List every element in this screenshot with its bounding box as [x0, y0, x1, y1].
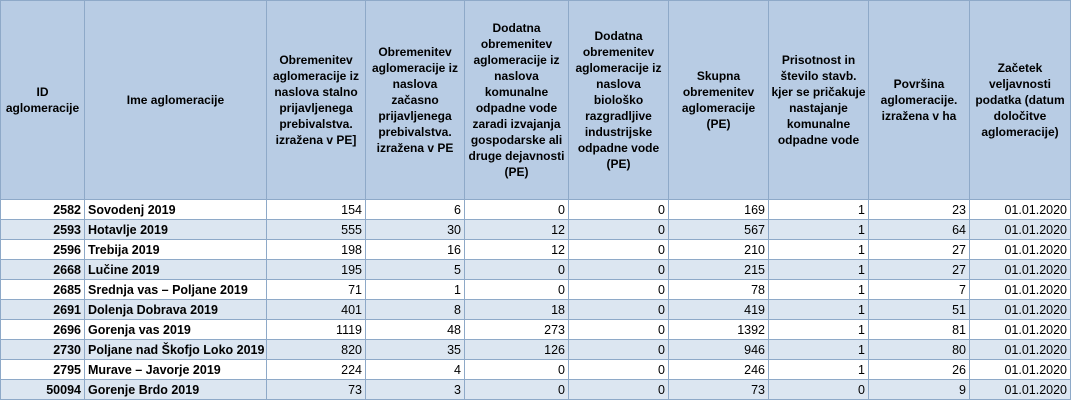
cell-total-pe: 210 — [669, 240, 769, 260]
cell-commercial-pe: 0 — [465, 380, 569, 400]
cell-area-ha: 80 — [869, 340, 970, 360]
cell-buildings: 1 — [769, 200, 869, 220]
header-cell: Prisotnost in število stavb. kjer se pričakuje nastajanje komunalne odpadne vode — [769, 1, 869, 200]
cell-industrial-pe: 0 — [569, 280, 669, 300]
cell-name: Srednja vas – Poljane 2019 — [85, 280, 267, 300]
cell-temporary-pe: 3 — [366, 380, 465, 400]
cell-valid-from: 01.01.2020 — [970, 280, 1071, 300]
cell-area-ha: 9 — [869, 380, 970, 400]
cell-id: 2730 — [1, 340, 85, 360]
cell-id: 50094 — [1, 380, 85, 400]
cell-temporary-pe: 35 — [366, 340, 465, 360]
cell-permanent-pe: 73 — [267, 380, 366, 400]
cell-total-pe: 169 — [669, 200, 769, 220]
table-row — [1, 220, 1071, 240]
cell-total-pe: 419 — [669, 300, 769, 320]
cell-area-ha: 27 — [869, 260, 970, 280]
table-row — [1, 260, 1071, 280]
table-row — [1, 380, 1071, 400]
cell-area-ha: 26 — [869, 360, 970, 380]
cell-id: 2696 — [1, 320, 85, 340]
cell-name: Dolenja Dobrava 2019 — [85, 300, 267, 320]
cell-industrial-pe: 0 — [569, 340, 669, 360]
cell-valid-from: 01.01.2020 — [970, 340, 1071, 360]
header-cell: Obremenitev aglomeracije iz naslova stalno prijavljenega prebivalstva. izražena v PE] — [267, 1, 366, 200]
cell-industrial-pe: 0 — [569, 260, 669, 280]
cell-temporary-pe: 16 — [366, 240, 465, 260]
cell-industrial-pe: 0 — [569, 320, 669, 340]
header-cell: Dodatna obremenitev aglomeracije iz naslova komunalne odpadne vode zaradi izvajanja gospodarske ali druge dejavnosti (PE) — [465, 1, 569, 200]
cell-valid-from: 01.01.2020 — [970, 220, 1071, 240]
cell-id: 2593 — [1, 220, 85, 240]
cell-valid-from: 01.01.2020 — [970, 240, 1071, 260]
cell-name: Murave – Javorje 2019 — [85, 360, 267, 380]
cell-name: Gorenje Brdo 2019 — [85, 380, 267, 400]
header-cell: ID aglomeracije — [1, 1, 85, 200]
cell-total-pe: 946 — [669, 340, 769, 360]
table-row — [1, 320, 1071, 340]
header-row — [1, 1, 1071, 200]
cell-id: 2596 — [1, 240, 85, 260]
cell-valid-from: 01.01.2020 — [970, 260, 1071, 280]
cell-commercial-pe: 273 — [465, 320, 569, 340]
cell-id: 2691 — [1, 300, 85, 320]
cell-industrial-pe: 0 — [569, 360, 669, 380]
cell-valid-from: 01.01.2020 — [970, 380, 1071, 400]
cell-permanent-pe: 195 — [267, 260, 366, 280]
header-cell: Ime aglomeracije — [85, 1, 267, 200]
cell-commercial-pe: 12 — [465, 240, 569, 260]
cell-commercial-pe: 18 — [465, 300, 569, 320]
cell-temporary-pe: 1 — [366, 280, 465, 300]
cell-total-pe: 1392 — [669, 320, 769, 340]
cell-temporary-pe: 30 — [366, 220, 465, 240]
cell-permanent-pe: 71 — [267, 280, 366, 300]
cell-industrial-pe: 0 — [569, 300, 669, 320]
cell-permanent-pe: 1119 — [267, 320, 366, 340]
cell-total-pe: 78 — [669, 280, 769, 300]
cell-permanent-pe: 401 — [267, 300, 366, 320]
cell-name: Lučine 2019 — [85, 260, 267, 280]
cell-name: Hotavlje 2019 — [85, 220, 267, 240]
cell-temporary-pe: 8 — [366, 300, 465, 320]
cell-valid-from: 01.01.2020 — [970, 360, 1071, 380]
cell-total-pe: 246 — [669, 360, 769, 380]
cell-buildings: 1 — [769, 240, 869, 260]
table-row — [1, 240, 1071, 260]
cell-buildings: 1 — [769, 300, 869, 320]
cell-permanent-pe: 555 — [267, 220, 366, 240]
cell-buildings: 1 — [769, 220, 869, 240]
cell-name: Gorenja vas 2019 — [85, 320, 267, 340]
cell-area-ha: 27 — [869, 240, 970, 260]
cell-area-ha: 23 — [869, 200, 970, 220]
cell-total-pe: 73 — [669, 380, 769, 400]
cell-valid-from: 01.01.2020 — [970, 320, 1071, 340]
cell-id: 2795 — [1, 360, 85, 380]
cell-area-ha: 51 — [869, 300, 970, 320]
cell-buildings: 1 — [769, 340, 869, 360]
cell-name: Sovodenj 2019 — [85, 200, 267, 220]
cell-permanent-pe: 224 — [267, 360, 366, 380]
cell-temporary-pe: 5 — [366, 260, 465, 280]
table-row — [1, 280, 1071, 300]
table-row — [1, 360, 1071, 380]
cell-industrial-pe: 0 — [569, 380, 669, 400]
cell-permanent-pe: 198 — [267, 240, 366, 260]
table-row — [1, 200, 1071, 220]
cell-buildings: 1 — [769, 260, 869, 280]
table-row — [1, 340, 1071, 360]
cell-industrial-pe: 0 — [569, 200, 669, 220]
table-row — [1, 300, 1071, 320]
cell-commercial-pe: 126 — [465, 340, 569, 360]
cell-commercial-pe: 0 — [465, 200, 569, 220]
cell-id: 2582 — [1, 200, 85, 220]
cell-industrial-pe: 0 — [569, 240, 669, 260]
cell-total-pe: 567 — [669, 220, 769, 240]
cell-area-ha: 81 — [869, 320, 970, 340]
cell-commercial-pe: 12 — [465, 220, 569, 240]
cell-total-pe: 215 — [669, 260, 769, 280]
cell-buildings: 0 — [769, 380, 869, 400]
header-cell: Začetek veljavnosti podatka (datum določitve aglomeracije) — [970, 1, 1071, 200]
cell-area-ha: 64 — [869, 220, 970, 240]
cell-permanent-pe: 154 — [267, 200, 366, 220]
cell-valid-from: 01.01.2020 — [970, 300, 1071, 320]
cell-buildings: 1 — [769, 320, 869, 340]
header-cell: Površina aglomeracije. izražena v ha — [869, 1, 970, 200]
cell-permanent-pe: 820 — [267, 340, 366, 360]
cell-buildings: 1 — [769, 360, 869, 380]
cell-name: Poljane nad Škofjo Loko 2019 — [85, 340, 267, 360]
cell-name: Trebija 2019 — [85, 240, 267, 260]
cell-industrial-pe: 0 — [569, 220, 669, 240]
cell-area-ha: 7 — [869, 280, 970, 300]
header-cell: Skupna obremenitev aglomeracije (PE) — [669, 1, 769, 200]
cell-commercial-pe: 0 — [465, 360, 569, 380]
cell-id: 2685 — [1, 280, 85, 300]
cell-temporary-pe: 6 — [366, 200, 465, 220]
header-cell: Obremenitev aglomeracije iz naslova začasno prijavljenega prebivalstva. izražena v PE — [366, 1, 465, 200]
header-cell: Dodatna obremenitev aglomeracije iz naslova biološko razgradljive industrijske odpadne vode (PE) — [569, 1, 669, 200]
cell-id: 2668 — [1, 260, 85, 280]
cell-buildings: 1 — [769, 280, 869, 300]
cell-temporary-pe: 48 — [366, 320, 465, 340]
cell-commercial-pe: 0 — [465, 280, 569, 300]
cell-commercial-pe: 0 — [465, 260, 569, 280]
cell-valid-from: 01.01.2020 — [970, 200, 1071, 220]
cell-temporary-pe: 4 — [366, 360, 465, 380]
